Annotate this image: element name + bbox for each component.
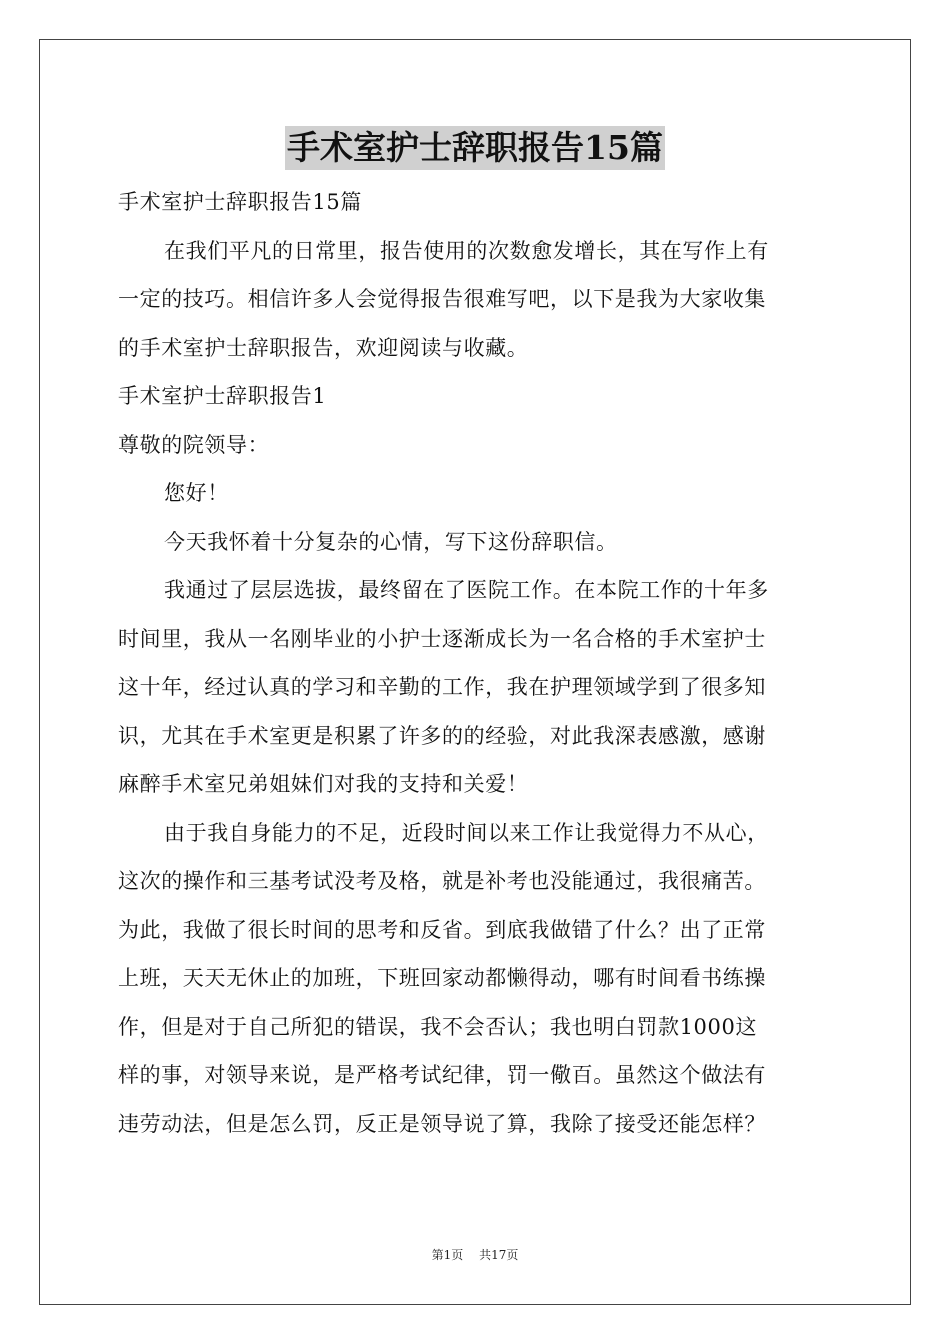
text-line: 的手术室护士辞职报告，欢迎阅读与收藏。 bbox=[118, 335, 529, 360]
text-line: 您好！ bbox=[164, 481, 229, 505]
text-line: 上班，天天无休止的加班，下班回家动都懒得动，哪有时间看书练操 bbox=[118, 966, 766, 990]
text-line: 这次的操作和三基考试没考及格，就是补考也没能通过，我很痛苦。 bbox=[118, 869, 766, 893]
title-wrap bbox=[0, 126, 950, 170]
text-line: 在我们平凡的日常里，报告使用的次数愈发增长，其在写作上有 bbox=[164, 238, 769, 263]
text-line: 样的事，对领导来说，是严格考试纪律，罚一儆百。虽然这个做法有 bbox=[118, 1063, 766, 1087]
page-footer bbox=[0, 1246, 950, 1263]
text-line: 识，尤其在手术室更是积累了许多的的经验，对此我深表感激，感谢 bbox=[118, 723, 766, 748]
text-line: 尊敬的院领导： bbox=[118, 432, 270, 457]
page-number: 第1页 bbox=[431, 1248, 464, 1262]
text-line: 手术室护士辞职报告15篇 bbox=[118, 190, 362, 214]
document-title: 手术室护士辞职报告15篇 bbox=[285, 126, 665, 170]
text-line: 为此，我做了很长时间的思考和反省。到底我做错了什么？出了正常 bbox=[118, 917, 766, 942]
text-line: 今天我怀着十分复杂的心情，写下这份辞职信。 bbox=[164, 529, 618, 554]
text-line: 时间里，我从一名刚毕业的小护士逐渐成长为一名合格的手术室护士 bbox=[118, 626, 766, 651]
text-line: 我通过了层层选拔，最终留在了医院工作。在本院工作的十年多 bbox=[164, 578, 769, 602]
text-line: 违劳动法，但是怎么罚，反正是领导说了算，我除了接受还能怎样？ bbox=[118, 1111, 766, 1136]
text-line: 麻醉手术室兄弟姐妹们对我的支持和关爱！ bbox=[118, 772, 529, 796]
text-line: 作，但是对于自己所犯的错误，我不会否认；我也明白罚款1000这 bbox=[118, 1014, 758, 1039]
page-total: 共17页 bbox=[479, 1248, 519, 1262]
text-line: 由于我自身能力的不足，近段时间以来工作让我觉得力不从心， bbox=[164, 820, 769, 845]
document-body bbox=[118, 178, 834, 1148]
text-line: 手术室护士辞职报告1 bbox=[118, 384, 327, 408]
text-line: 一定的技巧。相信许多人会觉得报告很难写吧，以下是我为大家收集 bbox=[118, 287, 766, 311]
text-line: 这十年，经过认真的学习和辛勤的工作，我在护理领域学到了很多知 bbox=[118, 675, 766, 699]
